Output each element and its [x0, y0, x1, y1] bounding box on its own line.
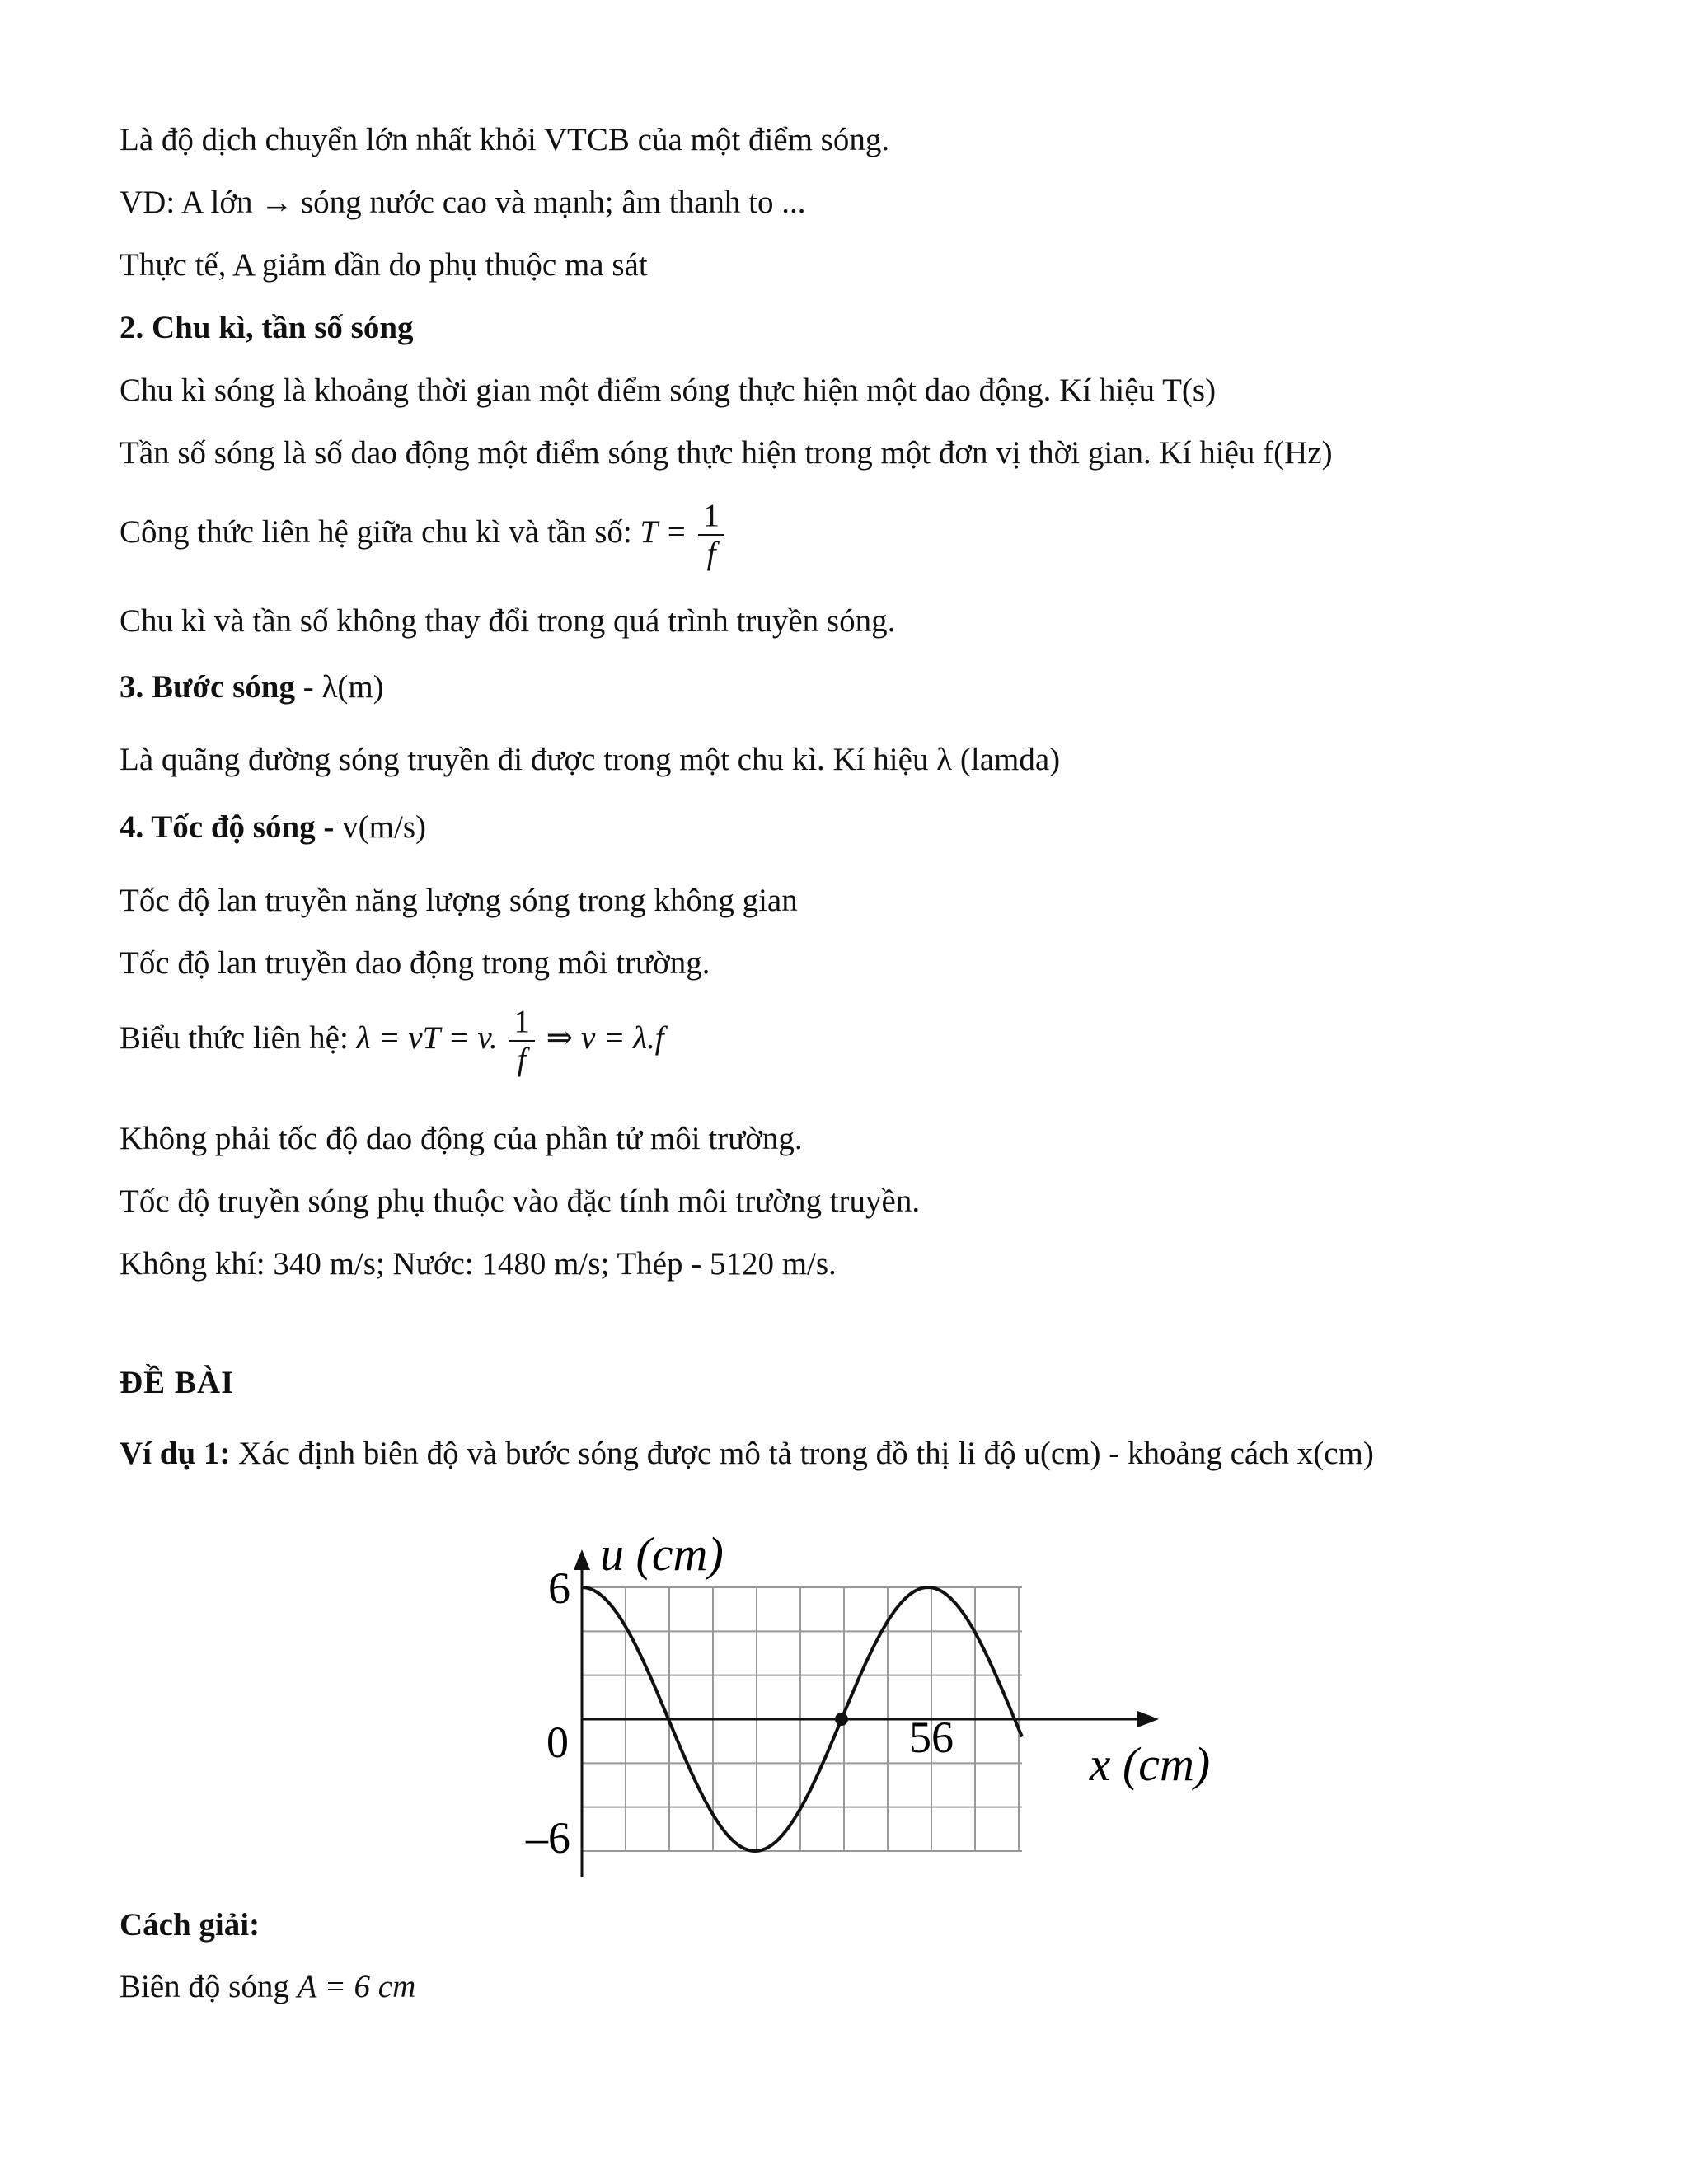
text-line: Tốc độ lan truyền dao động trong môi trường. — [120, 945, 710, 981]
example-text: Xác định biên độ và bước sóng được mô tả trong đồ thị li độ u(cm) - khoảng cách x(cm) — [230, 1436, 1374, 1471]
formula-line — [120, 491, 728, 574]
fraction-numerator: 1 — [509, 1004, 535, 1042]
formula-line — [120, 997, 664, 1080]
text-line: Chu kì và tần số không thay đổi trong quá trình truyền sóng. — [120, 603, 896, 639]
fraction-denominator: f — [706, 536, 716, 572]
y-tick-label-zero: 0 — [546, 1718, 569, 1767]
heading-text: 4. Tốc độ sóng - — [120, 809, 335, 845]
formula-label: Biểu thức liên hệ: — [120, 1020, 349, 1056]
text-line: Không khí: 340 m/s; Nước: 1480 m/s; Thép - 5120 m/s. — [120, 1246, 837, 1282]
x-axis-arrow — [1137, 1711, 1159, 1727]
chart-grid — [582, 1587, 1022, 1851]
wave-curve — [582, 1587, 1022, 1851]
fraction-denominator: f — [517, 1042, 527, 1078]
heading-symbol: v(m/s) — [342, 809, 426, 845]
fraction — [698, 498, 724, 572]
section-heading-debai: ĐỀ BÀI — [120, 1365, 235, 1400]
y-tick-label-bottom: –6 — [526, 1813, 570, 1863]
formula-rhs: ⇒ v = λ.f — [546, 1020, 664, 1056]
fraction-numerator: 1 — [698, 498, 724, 536]
section-heading — [120, 668, 384, 707]
text-line: Tốc độ lan truyền năng lượng sóng trong không gian — [120, 883, 798, 918]
x-tick-label: 56 — [909, 1713, 954, 1762]
heading-symbol: λ(m) — [321, 669, 384, 705]
text-line: Tần số sóng là số dao động một điểm sóng thực hiện trong một đơn vị thời gian. Kí hiệu f(Hz) — [120, 435, 1333, 471]
text-line: VD: A lớn → sóng nước cao và mạnh; âm thanh to ... — [120, 185, 806, 220]
section-heading: 2. Chu kì, tần số sóng — [120, 310, 414, 345]
text-line: Là độ dịch chuyển lớn nhất khỏi VTCB của một điểm sóng. — [120, 122, 890, 157]
fraction — [509, 1004, 535, 1078]
answer-math: A = 6 cm — [297, 1969, 416, 2004]
formula-label: Công thức liên hệ giữa chu kì và tần số: — [120, 514, 632, 550]
text-line: Là quãng đường sóng truyền đi được trong một chu kì. Kí hiệu λ (lamda) — [120, 742, 1061, 777]
heading-text: 3. Bước sóng - — [120, 669, 314, 705]
section-heading: Cách giải: — [120, 1907, 260, 1943]
formula-lhs: T = — [640, 514, 687, 550]
y-axis-arrow — [574, 1549, 590, 1570]
example-line — [120, 1434, 1374, 1474]
text-line: Chu kì sóng là khoảng thời gian một điểm sóng thực hiện một dao động. Kí hiệu T(s) — [120, 373, 1217, 408]
formula-lhs: λ = vT = v. — [356, 1020, 498, 1056]
y-axis-label: u (cm) — [600, 1527, 724, 1581]
example-label: Ví dụ 1: — [120, 1436, 231, 1471]
section-heading — [120, 808, 426, 847]
text-line: Thực tế, A giảm dần do phụ thuộc ma sát — [120, 247, 648, 283]
text-line: Không phải tốc độ dao động của phần tử môi trường. — [120, 1121, 803, 1156]
y-tick-label-top: 6 — [548, 1563, 570, 1613]
x-mark-dot — [835, 1713, 848, 1726]
answer-line — [120, 1967, 415, 2007]
x-axis-label: x (cm) — [1089, 1737, 1211, 1791]
text-line: Tốc độ truyền sóng phụ thuộc vào đặc tính môi trường truyền. — [120, 1183, 921, 1219]
answer-label: Biên độ sóng — [120, 1969, 289, 2004]
